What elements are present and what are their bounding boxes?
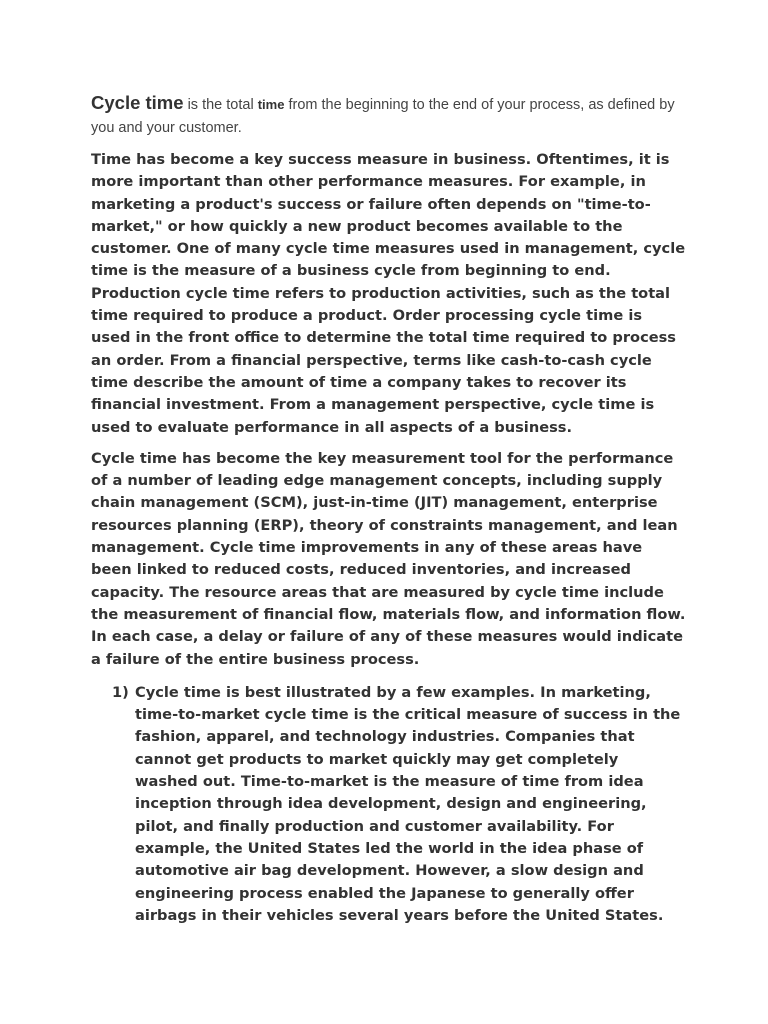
intro-definition: [91, 91, 686, 140]
list-item-text: Cycle time is best illustrated by a few examples. In marketing, time-to-market cycle time is the critical measure of success in the fashion, apparel, and technology industries. Companies that cannot get products to market quickly may get completely washed out. Time-to-market is the measure of time from idea inception through idea development, design and engineering, pilot, and finally production and customer availability. For example, the United States led the world in the idea phase of automotive air bag development. However, a slow design and engineering process enabled the Japanese to generally offer airbags in their vehicles several years before the United States.: [135, 683, 681, 924]
list-item: [91, 682, 686, 927]
intro-word: time: [257, 97, 285, 112]
numbered-list: [91, 682, 686, 927]
body-paragraph-1: Time has become a key success measure in business. Oftentimes, it is more important than other performance measures. For example, in marketing a product's success or failure often depends on "time-to-market," or how quickly a new product becomes available to the customer. One of many cycle time measures used in management, cycle time is the measure of a business cycle from beginning to end. Production cycle time refers to production activities, such as the total time required to produce a product. Order processing cycle time is used in the front office to determine the total time required to process an order. From a financial perspective, terms like cash-to-cash cycle time describe the amount of time a company takes to recover its financial investment. From a management perspective, cycle time is used to evaluate performance in all aspects of a business.: [91, 151, 686, 436]
intro-text-2: from the beginning to the end of your process, as defined by you and your customer.: [91, 97, 675, 136]
body-paragraph-2: Cycle time has become the key measurement tool for the performance of a number of leading edge management concepts, including supply chain management (SCM), just-in-time (JIT) management, enterprise resources planning (ERP), theory of constraints management, and lean management. Cycle time improvements in any of these areas have been linked to reduced costs, reduced inventories, and increased capacity. The resource areas that are measured by cycle time include the measurement of financial flow, materials flow, and information flow. In each case, a delay or failure of any of these measures would indicate a failure of the entire business process.: [91, 449, 686, 668]
intro-term: Cycle time: [91, 92, 184, 113]
intro-text-1: is the total: [183, 97, 258, 113]
document-page: [91, 91, 686, 927]
list-marker: 1): [112, 683, 129, 701]
